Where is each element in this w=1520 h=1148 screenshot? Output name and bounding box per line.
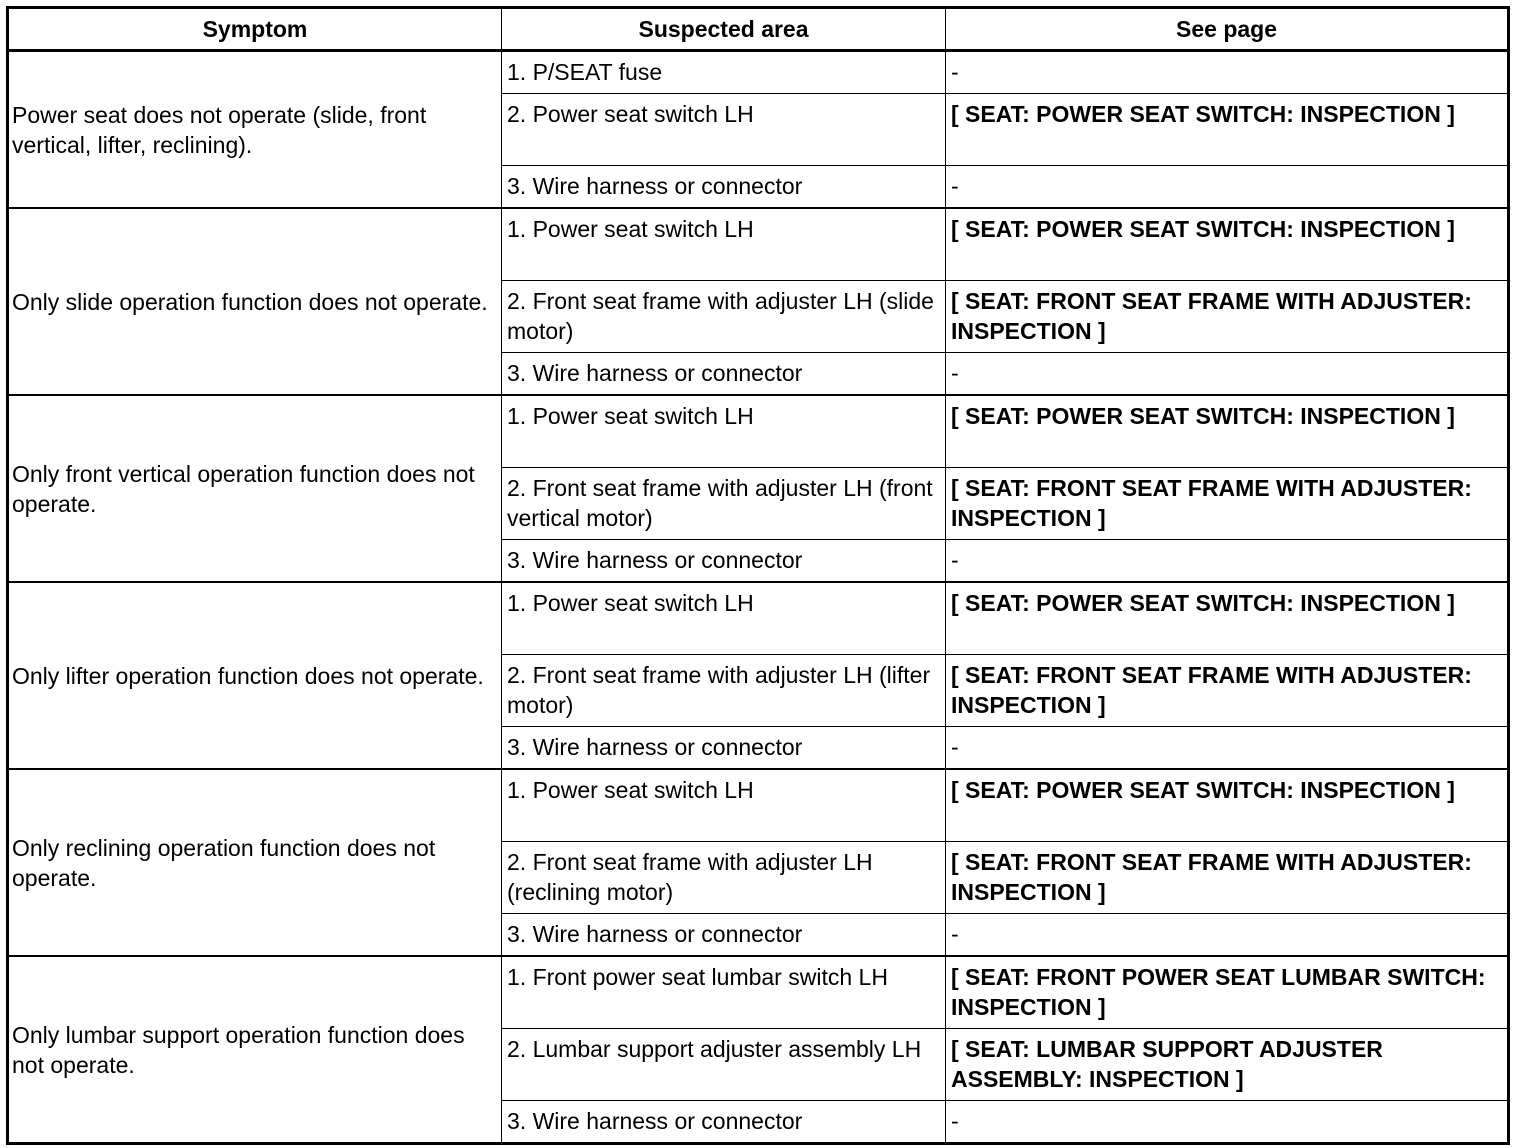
see-page-cell: -: [946, 727, 1509, 770]
see-page-link[interactable]: [ SEAT: POWER SEAT SWITCH: INSPECTION ]: [946, 582, 1509, 655]
table-row: [8, 769, 1509, 842]
see-page-cell: -: [946, 914, 1509, 957]
see-page-link[interactable]: [ SEAT: FRONT SEAT FRAME WITH ADJUSTER: INSPECTION ]: [946, 281, 1509, 353]
suspected-area-cell: 2. Front seat frame with adjuster LH (slide motor): [502, 281, 946, 353]
see-page-link[interactable]: [ SEAT: POWER SEAT SWITCH: INSPECTION ]: [946, 769, 1509, 842]
suspected-area-cell: 1. Power seat switch LH: [502, 395, 946, 468]
suspected-area-cell: 3. Wire harness or connector: [502, 540, 946, 583]
see-page-cell: -: [946, 166, 1509, 209]
see-page-cell: -: [946, 540, 1509, 583]
header-suspected-area: Suspected area: [502, 8, 946, 51]
table-row: [8, 956, 1509, 1029]
see-page-cell: -: [946, 353, 1509, 396]
suspected-area-cell: 3. Wire harness or connector: [502, 914, 946, 957]
suspected-area-cell: 2. Front seat frame with adjuster LH (lifter motor): [502, 655, 946, 727]
symptom-diagnosis-table: [6, 6, 1510, 1145]
see-page-cell: -: [946, 1101, 1509, 1144]
see-page-link[interactable]: [ SEAT: LUMBAR SUPPORT ADJUSTER ASSEMBLY: INSPECTION ]: [946, 1029, 1509, 1101]
symptom-cell: Only reclining operation function does not operate.: [8, 769, 502, 956]
suspected-area-cell: 1. Power seat switch LH: [502, 769, 946, 842]
table-header-row: [8, 8, 1509, 51]
suspected-area-cell: 3. Wire harness or connector: [502, 353, 946, 396]
suspected-area-cell: 1. Power seat switch LH: [502, 582, 946, 655]
suspected-area-cell: 2. Power seat switch LH: [502, 94, 946, 166]
suspected-area-cell: 1. Power seat switch LH: [502, 208, 946, 281]
suspected-area-cell: 1. Front power seat lumbar switch LH: [502, 956, 946, 1029]
suspected-area-cell: 3. Wire harness or connector: [502, 166, 946, 209]
symptom-cell: Only front vertical operation function does not operate.: [8, 395, 502, 582]
symptom-cell: Power seat does not operate (slide, front vertical, lifter, reclining).: [8, 51, 502, 209]
header-see-page: See page: [946, 8, 1509, 51]
see-page-link[interactable]: [ SEAT: FRONT POWER SEAT LUMBAR SWITCH: INSPECTION ]: [946, 956, 1509, 1029]
symptom-cell: Only slide operation function does not operate.: [8, 208, 502, 395]
see-page-link[interactable]: [ SEAT: FRONT SEAT FRAME WITH ADJUSTER: INSPECTION ]: [946, 468, 1509, 540]
symptom-cell: Only lumbar support operation function does not operate.: [8, 956, 502, 1144]
suspected-area-cell: 2. Lumbar support adjuster assembly LH: [502, 1029, 946, 1101]
header-symptom: Symptom: [8, 8, 502, 51]
see-page-link[interactable]: [ SEAT: FRONT SEAT FRAME WITH ADJUSTER: INSPECTION ]: [946, 842, 1509, 914]
suspected-area-cell: 2. Front seat frame with adjuster LH (reclining motor): [502, 842, 946, 914]
table-row: [8, 51, 1509, 94]
table-body: [8, 51, 1509, 1144]
see-page-link[interactable]: [ SEAT: POWER SEAT SWITCH: INSPECTION ]: [946, 395, 1509, 468]
see-page-link[interactable]: [ SEAT: POWER SEAT SWITCH: INSPECTION ]: [946, 94, 1509, 166]
table-row: [8, 582, 1509, 655]
see-page-link[interactable]: [ SEAT: FRONT SEAT FRAME WITH ADJUSTER: INSPECTION ]: [946, 655, 1509, 727]
table-row: [8, 208, 1509, 281]
suspected-area-cell: 1. P/SEAT fuse: [502, 51, 946, 94]
suspected-area-cell: 2. Front seat frame with adjuster LH (front vertical motor): [502, 468, 946, 540]
suspected-area-cell: 3. Wire harness or connector: [502, 1101, 946, 1144]
table-row: [8, 395, 1509, 468]
see-page-cell: -: [946, 51, 1509, 94]
see-page-link[interactable]: [ SEAT: POWER SEAT SWITCH: INSPECTION ]: [946, 208, 1509, 281]
suspected-area-cell: 3. Wire harness or connector: [502, 727, 946, 770]
symptom-cell: Only lifter operation function does not operate.: [8, 582, 502, 769]
